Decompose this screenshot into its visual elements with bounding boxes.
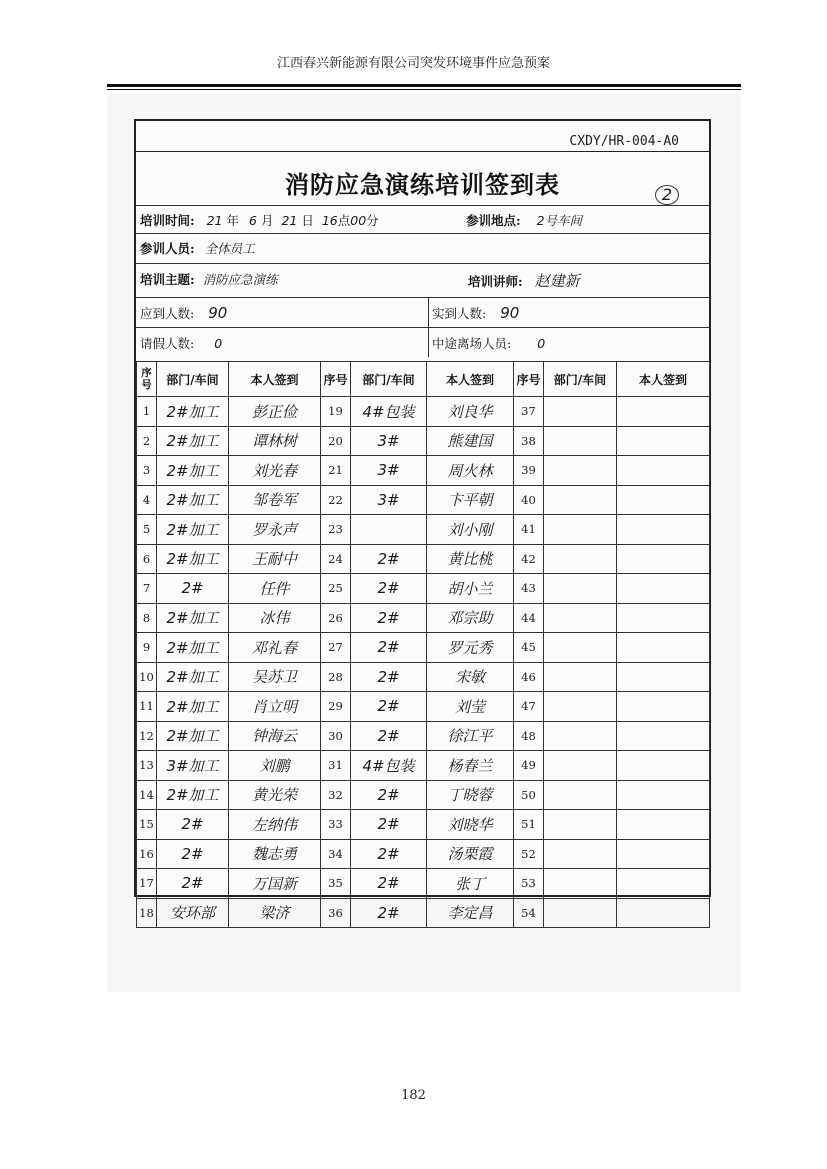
department-entry — [544, 869, 617, 899]
seq-number: 16 — [137, 839, 157, 869]
department-entry — [544, 721, 617, 751]
seq-number: 37 — [514, 397, 544, 427]
signature-entry: 卞平朝 — [427, 485, 514, 515]
signature-entry — [617, 633, 710, 663]
signature-entry — [617, 780, 710, 810]
department-entry: 安环部 — [157, 898, 229, 928]
department-entry — [544, 603, 617, 633]
department-entry — [544, 898, 617, 928]
seq-number: 8 — [137, 603, 157, 633]
participants-row — [140, 239, 255, 257]
training-time-label: 培训时间: — [140, 213, 195, 228]
handwritten-page-mark: 2 — [655, 185, 679, 205]
row-divider — [136, 205, 709, 206]
training-time-row — [140, 211, 379, 229]
department-entry: 2# — [351, 692, 427, 722]
table-row — [137, 721, 710, 751]
department-entry: 2#加工 — [157, 397, 229, 427]
table-row — [137, 869, 710, 899]
department-entry: 2# — [351, 633, 427, 663]
seq-number: 12 — [137, 721, 157, 751]
department-entry — [544, 692, 617, 722]
signature-entry: 黄比桃 — [427, 544, 514, 574]
seq-number: 46 — [514, 662, 544, 692]
hour-unit: 点 — [337, 213, 351, 228]
midway-leave-row — [432, 334, 545, 352]
row-divider — [136, 233, 709, 234]
seq-number: 49 — [514, 751, 544, 781]
department-entry: 3#加工 — [157, 751, 229, 781]
department-entry — [544, 426, 617, 456]
department-entry: 3# — [351, 485, 427, 515]
department-entry: 2#加工 — [157, 485, 229, 515]
table-row — [137, 751, 710, 781]
department-entry: 2# — [157, 810, 229, 840]
leave-count-label: 请假人数: — [140, 336, 195, 351]
department-entry: 2# — [351, 544, 427, 574]
seq-number: 45 — [514, 633, 544, 663]
header-rule-thick — [107, 84, 741, 87]
signature-entry: 钟海云 — [229, 721, 321, 751]
signature-entry — [617, 751, 710, 781]
department-entry: 4#包装 — [351, 397, 427, 427]
seq-number: 30 — [321, 721, 351, 751]
topic-value: 消防应急演练 — [202, 272, 278, 287]
participants-value: 全体员工 — [204, 241, 255, 256]
seq-number: 36 — [321, 898, 351, 928]
actual-count-label: 实到人数: — [432, 306, 487, 321]
department-entry — [544, 515, 617, 545]
department-entry — [544, 633, 617, 663]
signature-entry: 汤栗霞 — [427, 839, 514, 869]
midway-leave-label: 中途离场人员: — [432, 336, 512, 351]
expected-count-label: 应到人数: — [140, 306, 195, 321]
department-entry — [351, 515, 427, 545]
department-entry: 2#加工 — [157, 515, 229, 545]
seq-number: 48 — [514, 721, 544, 751]
seq-number: 10 — [137, 662, 157, 692]
trainer-label: 培训讲师: — [468, 274, 523, 289]
signature-entry: 李定昌 — [427, 898, 514, 928]
signature-entry: 罗元秀 — [427, 633, 514, 663]
seq-number: 29 — [321, 692, 351, 722]
seq-number: 35 — [321, 869, 351, 899]
department-entry: 2#加工 — [157, 721, 229, 751]
signature-entry: 杨春兰 — [427, 751, 514, 781]
participants-label: 参训人员: — [140, 241, 195, 256]
table-row — [137, 485, 710, 515]
sign-in-sheet — [134, 119, 711, 923]
department-entry — [544, 751, 617, 781]
sign-in-table — [136, 361, 710, 928]
department-entry — [544, 544, 617, 574]
seq-number: 53 — [514, 869, 544, 899]
signature-entry — [617, 515, 710, 545]
signature-entry — [617, 869, 710, 899]
leave-count-row — [140, 334, 222, 352]
topic-row — [140, 270, 278, 288]
department-entry: 4#包装 — [351, 751, 427, 781]
seq-number: 23 — [321, 515, 351, 545]
midway-leave-value: 0 — [537, 336, 546, 351]
trainer-value: 赵建新 — [534, 272, 580, 290]
seq-number: 3 — [137, 456, 157, 486]
location-value: 2号车间 — [536, 213, 583, 228]
table-row — [137, 898, 710, 928]
location-label: 参训地点: — [466, 213, 521, 228]
seq-number: 54 — [514, 898, 544, 928]
year-unit: 年 — [226, 213, 240, 228]
row-divider — [136, 297, 709, 298]
signature-entry: 谭林树 — [229, 426, 321, 456]
form-title: 消防应急演练培训签到表 — [285, 171, 560, 199]
seq-number: 17 — [137, 869, 157, 899]
seq-number: 25 — [321, 574, 351, 604]
seq-number: 27 — [321, 633, 351, 663]
department-entry: 2#加工 — [157, 456, 229, 486]
seq-number: 43 — [514, 574, 544, 604]
signature-entry: 冰伟 — [229, 603, 321, 633]
department-entry: 2# — [157, 869, 229, 899]
signature-entry: 邓礼春 — [229, 633, 321, 663]
minute-value: 00 — [350, 213, 367, 228]
department-entry: 3# — [351, 426, 427, 456]
signature-entry: 刘光春 — [229, 456, 321, 486]
actual-count-value: 90 — [500, 304, 520, 322]
table-row — [137, 544, 710, 574]
department-entry: 2#加工 — [157, 633, 229, 663]
seq-number: 15 — [137, 810, 157, 840]
seq-number: 5 — [137, 515, 157, 545]
seq-number: 34 — [321, 839, 351, 869]
hour-value: 16 — [321, 213, 338, 228]
department-entry: 2#加工 — [157, 603, 229, 633]
department-entry: 2# — [351, 603, 427, 633]
seq-number: 9 — [137, 633, 157, 663]
department-entry — [544, 485, 617, 515]
seq-number: 31 — [321, 751, 351, 781]
signature-entry — [617, 544, 710, 574]
table-row — [137, 456, 710, 486]
header-cell: 部门/车间 — [351, 362, 427, 397]
seq-number: 14 — [137, 780, 157, 810]
table-row — [137, 397, 710, 427]
department-entry — [544, 574, 617, 604]
signature-entry: 左纳伟 — [229, 810, 321, 840]
signature-entry: 刘莹 — [427, 692, 514, 722]
table-row — [137, 633, 710, 663]
signature-entry: 彭正俭 — [229, 397, 321, 427]
month-value: 6 — [249, 213, 257, 228]
day-unit: 日 — [301, 213, 314, 228]
signature-entry: 吴苏卫 — [229, 662, 321, 692]
document-code: CXDY/HR-004-A0 — [569, 134, 679, 149]
year-value: 21 — [206, 213, 223, 228]
signature-entry: 邓宗助 — [427, 603, 514, 633]
seq-number: 13 — [137, 751, 157, 781]
signature-entry: 罗永声 — [229, 515, 321, 545]
department-entry — [544, 839, 617, 869]
department-entry: 2#加工 — [157, 426, 229, 456]
seq-number: 51 — [514, 810, 544, 840]
department-entry: 2# — [351, 839, 427, 869]
department-entry: 2#加工 — [157, 780, 229, 810]
seq-number: 39 — [514, 456, 544, 486]
header-cell: 本人签到 — [617, 362, 710, 397]
department-entry: 2# — [351, 810, 427, 840]
seq-number: 2 — [137, 426, 157, 456]
department-entry: 2# — [351, 869, 427, 899]
header-cell: 本人签到 — [427, 362, 514, 397]
department-entry — [544, 456, 617, 486]
seq-number: 33 — [321, 810, 351, 840]
seq-number: 18 — [137, 898, 157, 928]
department-entry — [544, 780, 617, 810]
page-number: 182 — [401, 1088, 426, 1103]
table-row — [137, 692, 710, 722]
expected-count-value: 90 — [208, 304, 228, 322]
header-cell: 本人签到 — [229, 362, 321, 397]
signature-entry — [617, 810, 710, 840]
signature-entry: 熊建国 — [427, 426, 514, 456]
table-row — [137, 662, 710, 692]
header-cell: 部门/车间 — [544, 362, 617, 397]
code-divider — [136, 151, 709, 152]
seq-number: 22 — [321, 485, 351, 515]
seq-number: 44 — [514, 603, 544, 633]
location-row — [466, 211, 582, 229]
signature-entry — [617, 662, 710, 692]
signature-entry: 任件 — [229, 574, 321, 604]
table-header-row — [137, 362, 710, 397]
seq-number: 40 — [514, 485, 544, 515]
minute-unit: 分 — [366, 213, 379, 228]
signature-entry: 万国新 — [229, 869, 321, 899]
seq-number: 38 — [514, 426, 544, 456]
signature-entry — [617, 397, 710, 427]
signature-entry — [617, 456, 710, 486]
signature-entry: 丁晓蓉 — [427, 780, 514, 810]
signature-entry: 黄光荣 — [229, 780, 321, 810]
department-entry: 2# — [351, 662, 427, 692]
header-cell: 序号 — [514, 362, 544, 397]
signature-entry — [617, 898, 710, 928]
seq-number: 52 — [514, 839, 544, 869]
department-entry: 2# — [157, 839, 229, 869]
seq-number: 1 — [137, 397, 157, 427]
table-row — [137, 603, 710, 633]
seq-number: 6 — [137, 544, 157, 574]
signature-entry: 刘小刚 — [427, 515, 514, 545]
department-entry — [544, 810, 617, 840]
header-rule-thin — [107, 89, 741, 90]
seq-number: 28 — [321, 662, 351, 692]
signature-entry: 张丁 — [427, 869, 514, 899]
signature-entry: 邹卷军 — [229, 485, 321, 515]
department-entry: 2#加工 — [157, 662, 229, 692]
signature-entry: 刘鹏 — [229, 751, 321, 781]
table-row — [137, 515, 710, 545]
signature-entry — [617, 692, 710, 722]
seq-number: 20 — [321, 426, 351, 456]
row-divider — [136, 327, 709, 328]
sign-in-table-body — [137, 397, 710, 928]
signature-entry: 刘晓华 — [427, 810, 514, 840]
leave-count-value: 0 — [214, 336, 223, 351]
table-row — [137, 810, 710, 840]
department-entry: 2# — [157, 574, 229, 604]
department-entry: 2# — [351, 574, 427, 604]
signature-entry — [617, 839, 710, 869]
table-row — [137, 780, 710, 810]
signature-entry — [617, 574, 710, 604]
signature-entry: 胡小兰 — [427, 574, 514, 604]
expected-count-row — [140, 304, 227, 322]
header-cell: 部门/车间 — [157, 362, 229, 397]
row-divider — [136, 263, 709, 264]
department-entry: 2#加工 — [157, 544, 229, 574]
seq-number: 7 — [137, 574, 157, 604]
trainer-row — [468, 270, 580, 291]
table-row — [137, 574, 710, 604]
topic-label: 培训主题: — [140, 272, 195, 287]
day-value: 21 — [281, 213, 298, 228]
seq-number: 41 — [514, 515, 544, 545]
signature-entry: 刘良华 — [427, 397, 514, 427]
signature-entry — [617, 721, 710, 751]
seq-number: 47 — [514, 692, 544, 722]
seq-number: 11 — [137, 692, 157, 722]
signature-entry: 徐江平 — [427, 721, 514, 751]
department-entry: 3# — [351, 456, 427, 486]
seq-number: 4 — [137, 485, 157, 515]
department-entry: 2# — [351, 721, 427, 751]
department-entry: 2# — [351, 898, 427, 928]
signature-entry: 梁济 — [229, 898, 321, 928]
signature-entry — [617, 603, 710, 633]
signature-entry: 魏志勇 — [229, 839, 321, 869]
department-entry — [544, 397, 617, 427]
signature-entry — [617, 485, 710, 515]
signature-entry — [617, 426, 710, 456]
actual-count-row — [432, 304, 519, 322]
seq-number: 50 — [514, 780, 544, 810]
seq-number: 32 — [321, 780, 351, 810]
signature-entry: 周火林 — [427, 456, 514, 486]
department-entry: 2# — [351, 780, 427, 810]
seq-number: 26 — [321, 603, 351, 633]
scanned-form-image — [107, 94, 741, 992]
table-row — [137, 426, 710, 456]
seq-number: 42 — [514, 544, 544, 574]
department-entry: 2#加工 — [157, 692, 229, 722]
seq-number: 24 — [321, 544, 351, 574]
header-cell: 序号 — [137, 362, 157, 397]
page-header: 江西春兴新能源有限公司突发环境事件应急预案 — [276, 56, 550, 71]
signature-entry: 宋敏 — [427, 662, 514, 692]
month-unit: 月 — [260, 213, 274, 228]
signature-entry: 肖立明 — [229, 692, 321, 722]
department-entry — [544, 662, 617, 692]
signature-entry: 王耐中 — [229, 544, 321, 574]
seq-number: 21 — [321, 456, 351, 486]
header-cell: 序号 — [321, 362, 351, 397]
seq-number: 19 — [321, 397, 351, 427]
table-row — [137, 839, 710, 869]
